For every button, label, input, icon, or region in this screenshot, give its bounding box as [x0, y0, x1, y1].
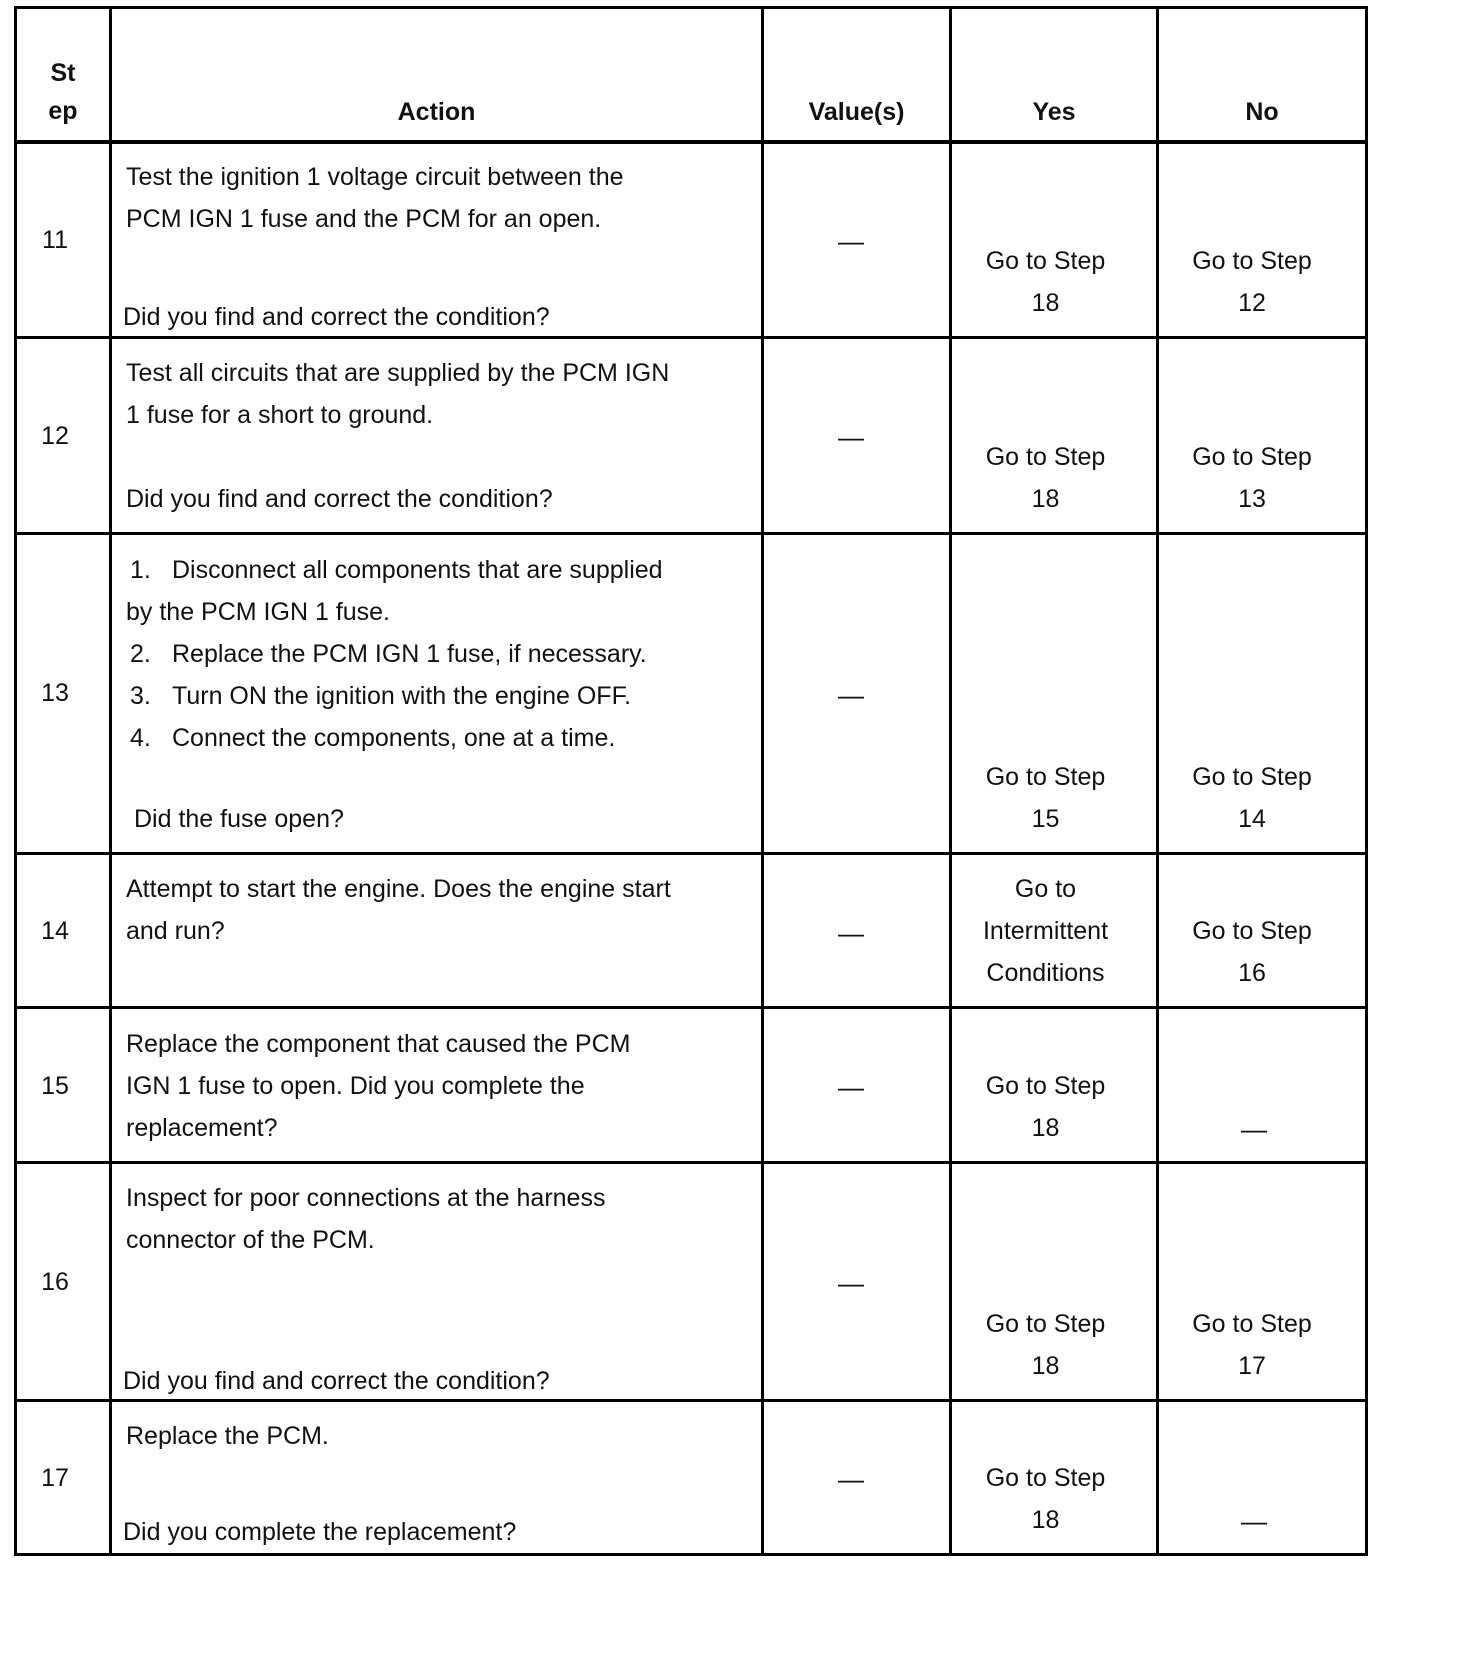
step-number: 17 [41, 1464, 69, 1492]
header-values: Value(s) [808, 98, 905, 126]
yes-outcome: Go to Intermittent Conditions [982, 875, 1109, 987]
value-dash: — [838, 680, 864, 710]
action-list [126, 549, 756, 759]
action-text: Attempt to start the engine. Does the engine start and run? [126, 875, 671, 945]
step-number: 14 [41, 917, 69, 945]
value-dash: — [838, 422, 864, 452]
value-dash: — [838, 226, 864, 256]
row-divider [14, 532, 1368, 535]
yes-outcome: Go to Step 18 [985, 443, 1106, 513]
table-border-bottom [14, 1553, 1368, 1556]
step-number: 11 [42, 226, 68, 254]
header-step: St ep [48, 59, 78, 125]
no-outcome: Go to Step 14 [1192, 763, 1312, 833]
action-text: Test all circuits that are supplied by the PCM IGN 1 fuse for a short to ground. [126, 359, 670, 429]
list-item: 4. Connect the components, one at a time. [130, 724, 616, 752]
action-question: Did you find and correct the condition? [126, 485, 553, 513]
header-action: Action [397, 98, 476, 126]
yes-outcome: Go to Step 18 [985, 1310, 1106, 1380]
no-outcome: Go to Step 13 [1192, 443, 1312, 513]
header-yes: Yes [1032, 98, 1076, 126]
action-text: Replace the component that caused the PCM IGN 1 fuse to open. Did you complete the replacement? [126, 1030, 631, 1142]
list-item: 2. Replace the PCM IGN 1 fuse, if necessary. [130, 640, 647, 668]
table-border-top [14, 6, 1368, 9]
action-text: Replace the PCM. [126, 1422, 329, 1450]
header-no: No [1245, 98, 1279, 126]
yes-outcome: Go to Step 18 [985, 1464, 1106, 1534]
row-divider [14, 1006, 1368, 1009]
no-outcome-dash: — [1241, 1114, 1267, 1144]
no-outcome: Go to Step 12 [1192, 247, 1312, 317]
step-number: 15 [41, 1072, 69, 1100]
value-dash: — [838, 1464, 864, 1494]
action-question: Did the fuse open? [134, 805, 344, 833]
no-outcome: Go to Step 17 [1192, 1310, 1312, 1380]
list-item: 1. Disconnect all components that are supplied [130, 556, 663, 584]
yes-outcome: Go to Step 18 [985, 247, 1106, 317]
no-outcome: Go to Step 16 [1192, 917, 1312, 987]
action-question: Did you find and correct the condition? [123, 303, 550, 331]
action-question: Did you complete the replacement? [123, 1518, 517, 1546]
step-number: 12 [41, 422, 69, 450]
value-dash: — [838, 1268, 864, 1298]
value-dash: — [838, 918, 864, 948]
header-divider [14, 140, 1368, 144]
value-dash: — [838, 1072, 864, 1102]
yes-outcome: Go to Step 18 [985, 1072, 1106, 1142]
row-divider [14, 1161, 1368, 1164]
list-item: by the PCM IGN 1 fuse. [126, 598, 390, 626]
list-item: 3. Turn ON the ignition with the engine OFF. [130, 682, 632, 710]
column-divider [109, 6, 112, 1556]
action-question: Did you find and correct the condition? [123, 1367, 550, 1395]
step-number: 16 [41, 1268, 69, 1296]
table-border-right [1365, 6, 1368, 1556]
action-text: Inspect for poor connections at the harness connector of the PCM. [126, 1184, 606, 1254]
step-number: 13 [41, 679, 69, 707]
row-divider [14, 852, 1368, 855]
no-outcome-dash: — [1241, 1506, 1267, 1536]
yes-outcome: Go to Step 15 [985, 763, 1106, 833]
action-text: Test the ignition 1 voltage circuit between the PCM IGN 1 fuse and the PCM for an open. [126, 163, 624, 233]
